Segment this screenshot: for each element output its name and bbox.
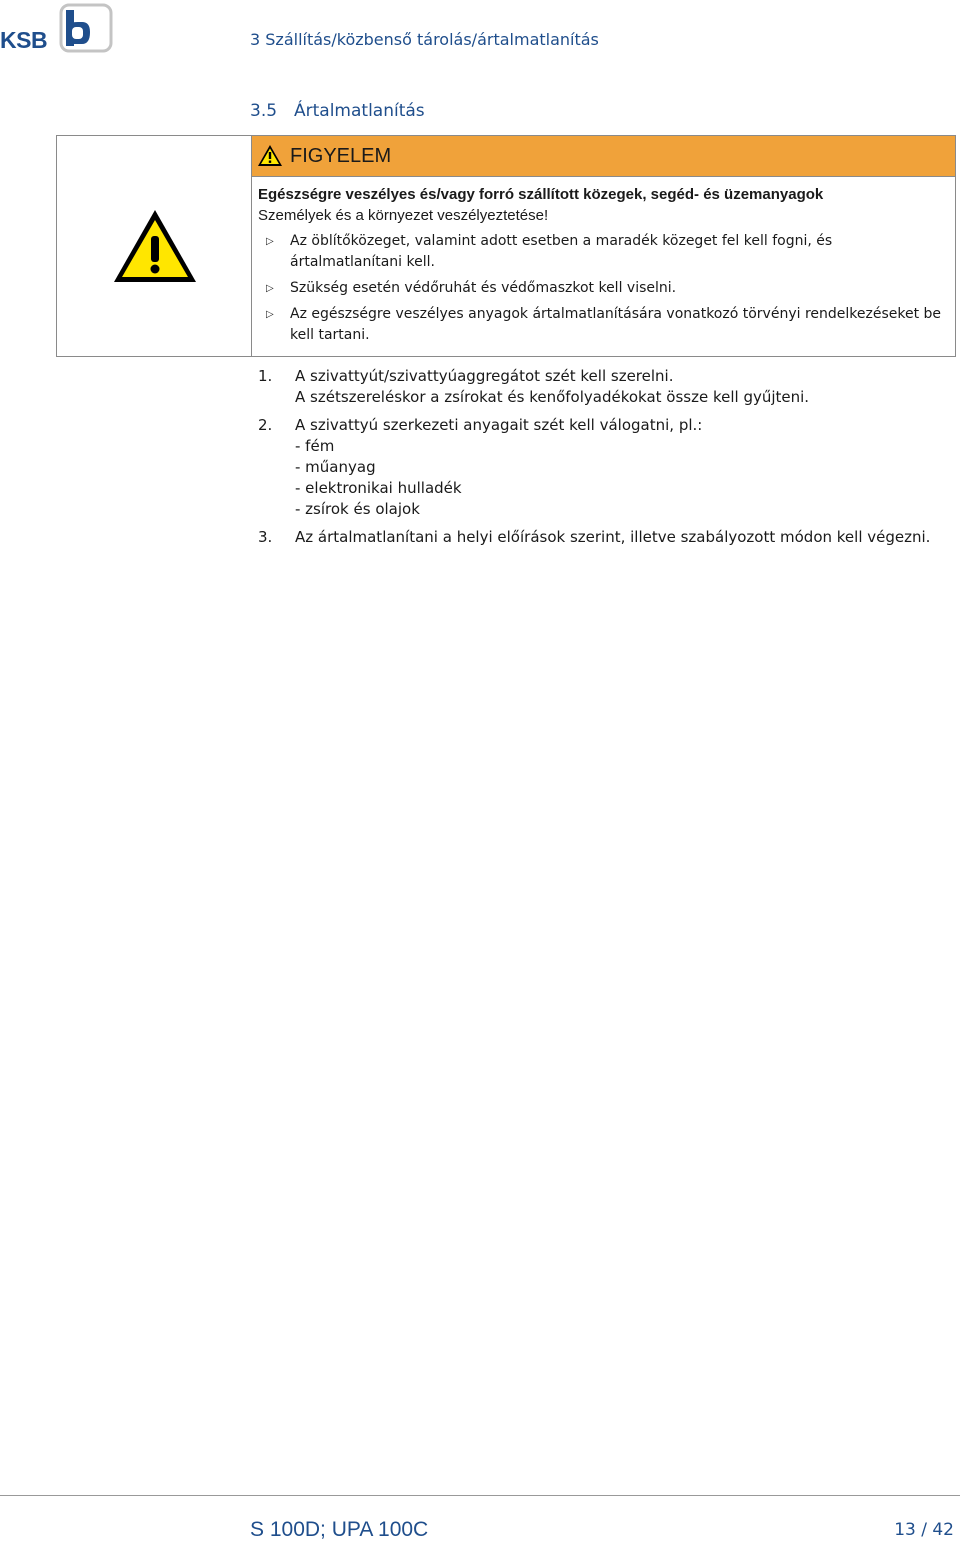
step-number: 3. <box>258 528 273 546</box>
bullet-triangle-icon: ▷ <box>266 283 274 294</box>
step-line: Az ártalmatlanítani a helyi előírások szerint, illetve szabályozott módon kell végezni. <box>295 528 931 546</box>
bullet-triangle-icon: ▷ <box>266 309 274 320</box>
warning-item <box>258 278 945 299</box>
footer-model: S 100D; UPA 100C <box>250 1518 429 1541</box>
step-item <box>258 415 948 520</box>
ksb-b-mark-icon <box>58 2 114 54</box>
step-line: - műanyag <box>295 458 376 476</box>
warning-box <box>56 135 956 357</box>
step-item <box>258 527 948 548</box>
footer-divider <box>0 1495 960 1496</box>
warning-item <box>258 304 945 346</box>
ksb-logo <box>0 2 115 54</box>
section-number: 3.5 <box>250 101 278 121</box>
warning-small-icon <box>257 144 283 167</box>
running-header: 3 Szállítás/közbenső tárolás/ártalmatlanítás <box>250 30 599 49</box>
warning-subtitle: Személyek és a környezet veszélyeztetése! <box>258 207 549 224</box>
step-line: A szivattyú szerkezeti anyagait szét kell válogatni, pl.: <box>295 416 703 434</box>
step-line: - zsírok és olajok <box>295 500 420 518</box>
logo-text: KSB <box>0 27 48 53</box>
bullet-triangle-icon: ▷ <box>266 236 274 247</box>
step-line: - elektronikai hulladék <box>295 479 462 497</box>
warning-title: Egészségre veszélyes és/vagy forró szállított közegek, segéd- és üzemanyagok <box>258 186 824 203</box>
step-line: A szétszereléskor a zsírokat és kenőfolyadékokat össze kell gyűjteni. <box>295 388 810 406</box>
step-number: 2. <box>258 416 273 434</box>
warning-item <box>258 231 945 273</box>
step-line: - fém <box>295 437 335 455</box>
signal-word: FIGYELEM <box>290 145 392 167</box>
step-number: 1. <box>258 367 273 385</box>
steps-list <box>258 366 948 555</box>
warning-content <box>258 184 945 351</box>
warning-triangle-icon <box>112 208 198 284</box>
warning-header <box>252 136 955 177</box>
step-item <box>258 366 948 408</box>
warning-item-text: Az egészségre veszélyes anyagok ártalmatlanítására vonatkozó törvényi rendelkezéseket be kell tartani. <box>290 306 942 343</box>
warning-item-text: Az öblítőközeget, valamint adott esetben a maradék közeget fel kell fogni, és ártalmatlanítani kell. <box>290 233 833 270</box>
section-heading <box>250 101 425 121</box>
warning-icon-cell <box>57 136 252 356</box>
warning-item-text: Szükség esetén védőruhát és védőmaszkot kell viselni. <box>290 280 677 296</box>
step-line: A szivattyút/szivattyúaggregátot szét kell szerelni. <box>295 367 674 385</box>
section-title: Ártalmatlanítás <box>294 101 425 121</box>
page-number: 13 / 42 <box>894 1520 954 1540</box>
